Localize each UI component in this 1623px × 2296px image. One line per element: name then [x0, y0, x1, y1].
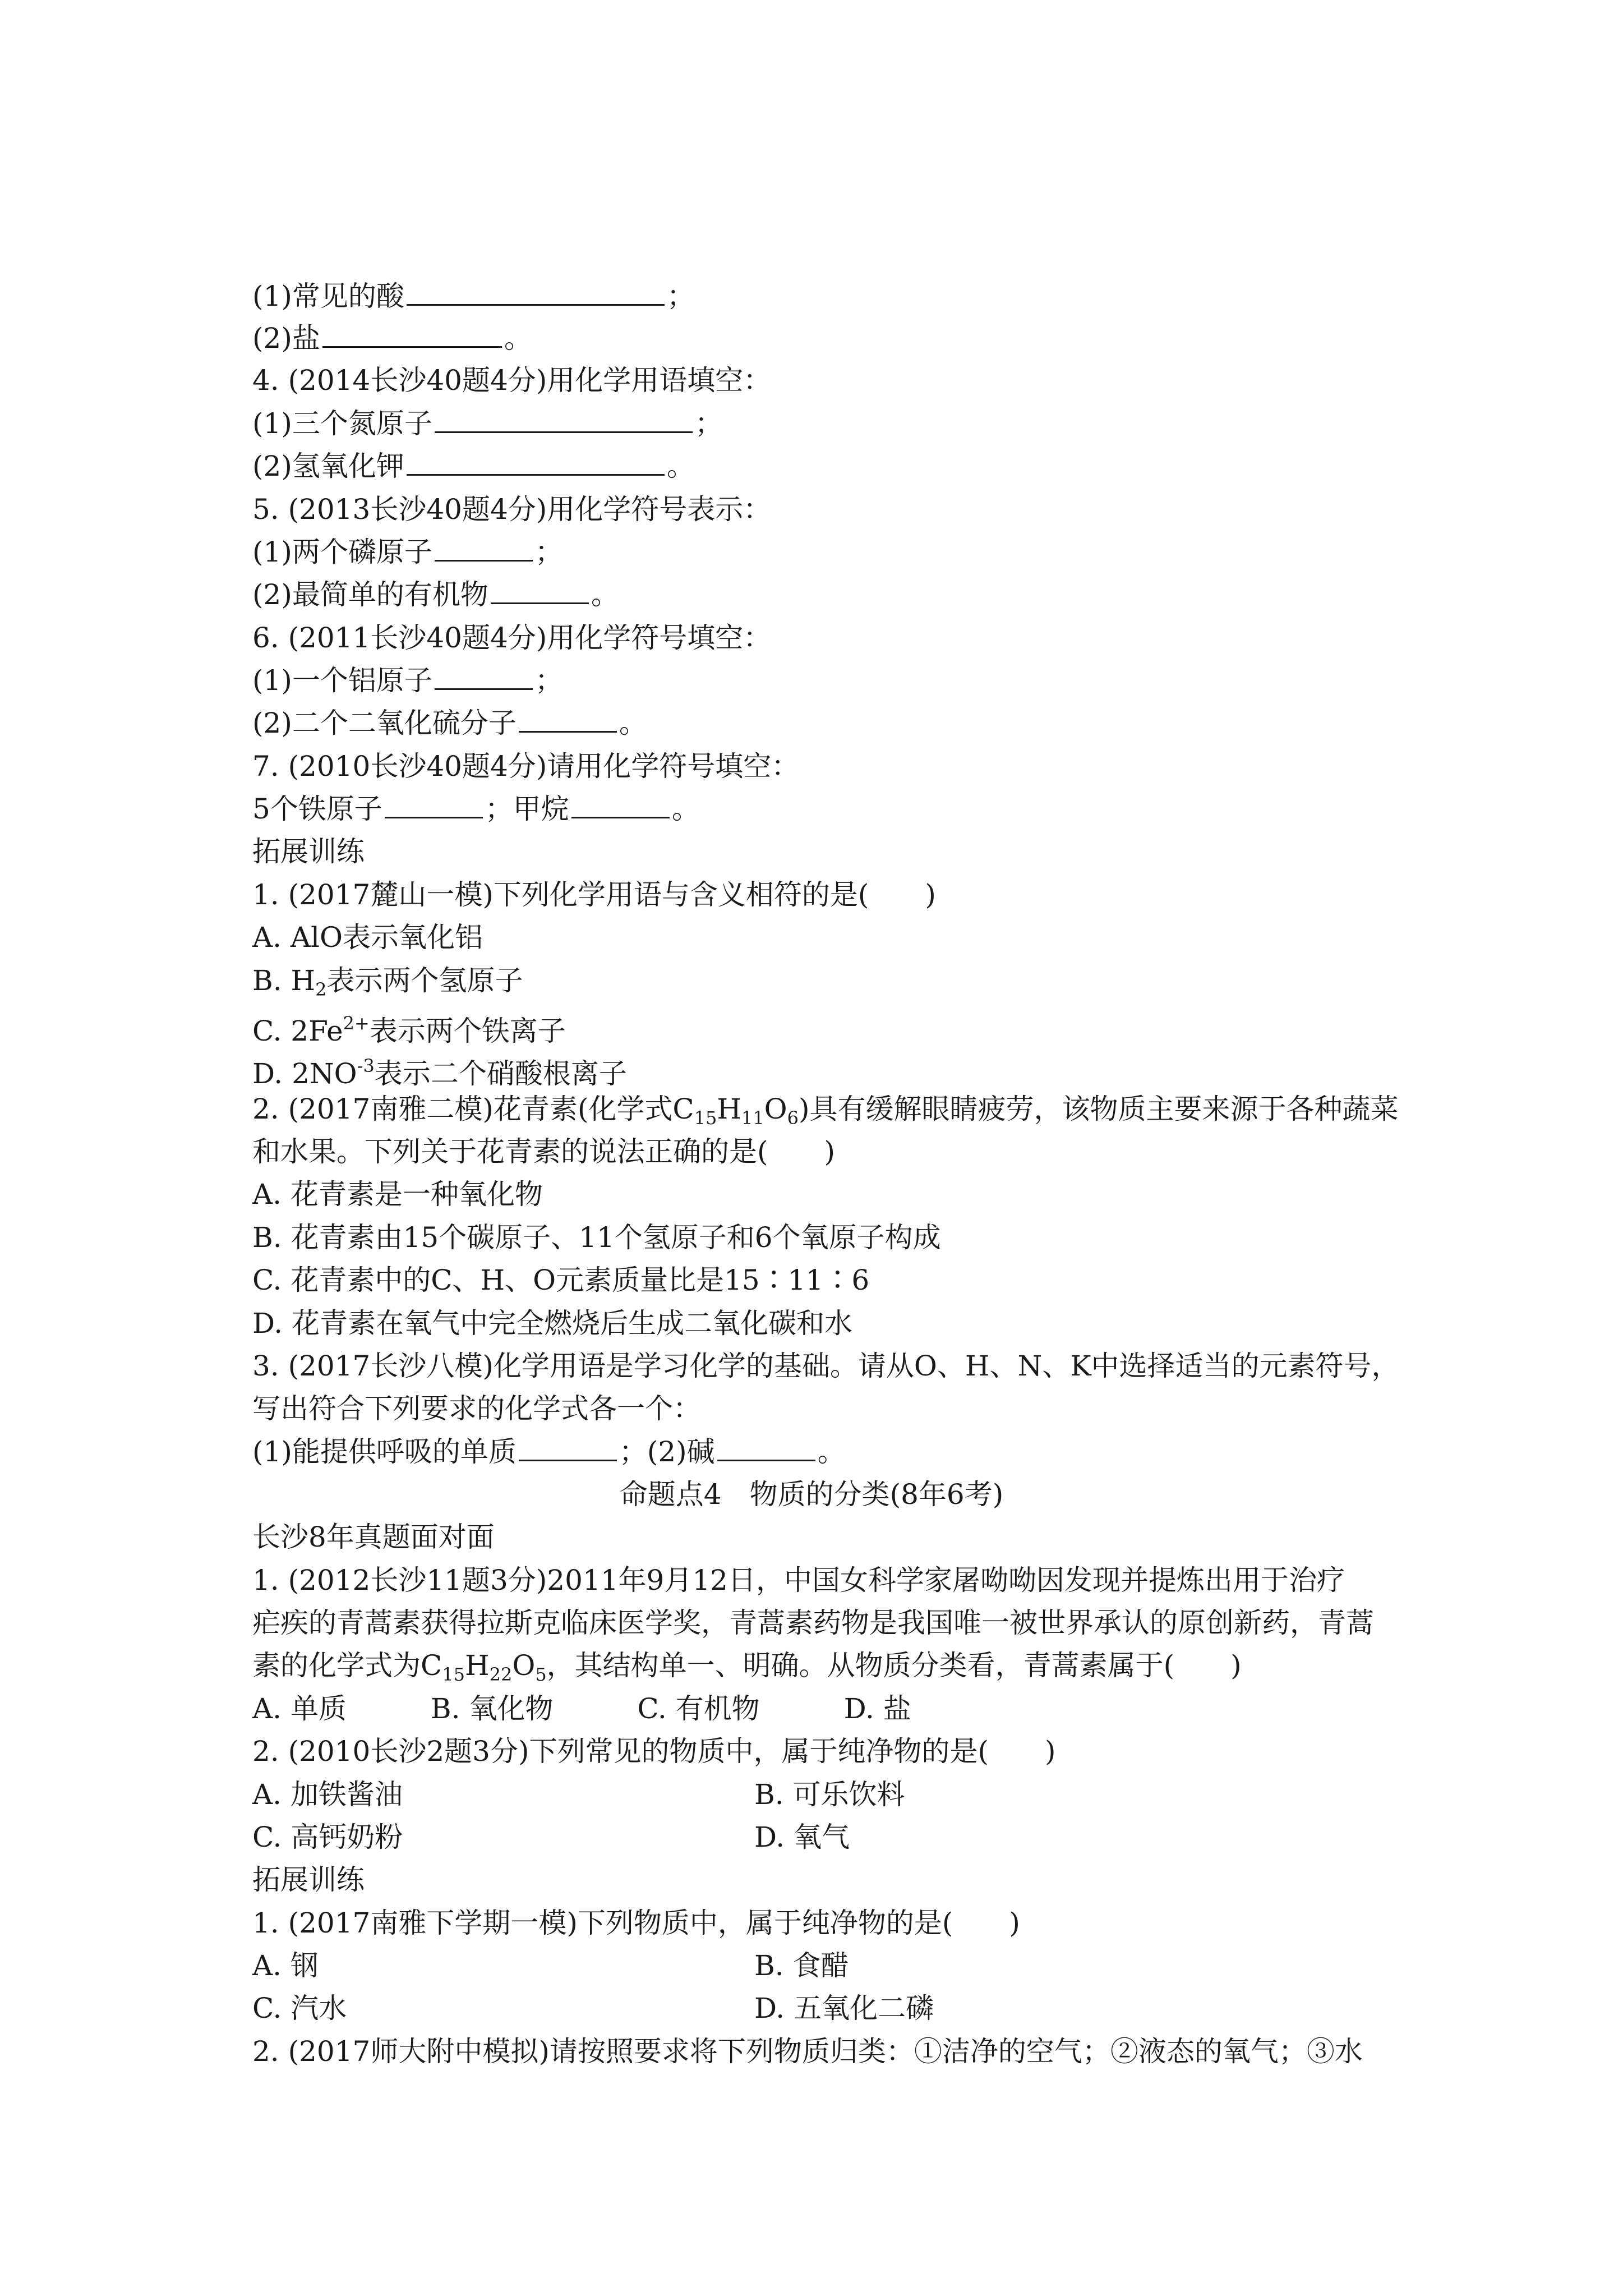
- answer-blank[interactable]: [435, 534, 533, 562]
- answer-blank[interactable]: [571, 791, 670, 818]
- line-text: O: [512, 1649, 536, 1682]
- line-text: B. H: [252, 964, 316, 997]
- line-text: (1)常见的酸: [252, 280, 404, 312]
- real-q2-option-c: C. 高钙奶粉: [252, 1821, 403, 1853]
- subscript: 5: [535, 1664, 547, 1685]
- line-text: (1)能提供呼吸的单质: [252, 1435, 517, 1468]
- line-text: (2)盐: [252, 322, 320, 355]
- subscript: 15: [442, 1664, 465, 1685]
- ext-q2-option-d: D. 花青素在氧气中完全燃烧后生成二氧化碳和水: [252, 1307, 853, 1340]
- line-text: ；: [694, 407, 723, 440]
- real-q1-options: A. 单质 B. 氧化物 C. 有机物 D. 盐: [252, 1692, 911, 1725]
- line-text: ；(2)碱: [619, 1435, 715, 1468]
- ext-q1-option-c: [252, 1002, 566, 1045]
- line-text: 。: [619, 707, 647, 739]
- ext2-q1-option-d: D. 五氧化二磷: [754, 1992, 934, 2024]
- line-text: (1)三个氮原子: [252, 407, 432, 440]
- line-text: ，其结构单一、明确。从物质分类看，青蒿素属于( ): [546, 1649, 1242, 1682]
- q4-sub1: [252, 402, 723, 445]
- line-text: (1)两个磷原子: [252, 536, 432, 568]
- q4-sub2: [252, 445, 695, 487]
- line-text: H: [464, 1649, 490, 1682]
- subscript: 2: [315, 979, 327, 1000]
- ext-q3-blanks: [252, 1430, 846, 1473]
- line-text: ；甲烷: [485, 793, 569, 825]
- ext2-q1-option-a: A. 钢: [252, 1949, 319, 1982]
- real-q1-stem-cont: 疟疾的青蒿素获得拉斯克临床医学奖，青蒿素药物是我国唯一被世界承认的原创新药，青蒿: [252, 1607, 1374, 1639]
- q6-stem: 6. (2011长沙40题4分)用化学符号填空：: [252, 622, 772, 654]
- ext-q2-stem-cont: 和水果。下列关于花青素的说法正确的是( ): [252, 1135, 836, 1168]
- section-heading: 拓展训练: [252, 1864, 365, 1896]
- q6-sub2: [252, 702, 647, 744]
- line-text: 素的化学式为C: [252, 1649, 442, 1682]
- ext2-q2-stem: 2. (2017师大附中模拟)请按照要求将下列物质归类：①洁净的空气；②液态的氧气；③水: [252, 2035, 1363, 2068]
- q4-stem: 4. (2014长沙40题4分)用化学用语填空：: [252, 364, 772, 397]
- answer-blank[interactable]: [491, 577, 589, 604]
- answer-blank[interactable]: [717, 1434, 815, 1461]
- line-text: 。: [666, 450, 695, 482]
- ext-q1-option-d: [252, 1045, 627, 1090]
- line-text: 表示两个铁离子: [369, 1015, 566, 1047]
- line-text: O: [764, 1093, 787, 1125]
- q5-stem: 5. (2013长沙40题4分)用化学符号表示：: [252, 493, 772, 526]
- line-text: (2)二个二氧化硫分子: [252, 707, 517, 739]
- ext2-q1-option-b: B. 食醋: [754, 1949, 849, 1982]
- ext-q3-stem: 3. (2017长沙八模)化学用语是学习化学的基础。请从O、H、N、K中选择适当的元素符号，: [252, 1350, 1400, 1382]
- real-q2-option-b: B. 可乐饮料: [754, 1778, 905, 1811]
- section-heading: 拓展训练: [252, 835, 365, 868]
- subscript: 22: [489, 1664, 513, 1685]
- line-text: 5个铁原子: [252, 793, 382, 825]
- real-q1-stem-cont2: [252, 1644, 1242, 1687]
- line-text: )具有缓解眼睛疲劳，该物质主要来源于各种蔬菜: [799, 1093, 1399, 1125]
- answer-blank[interactable]: [519, 705, 617, 733]
- line-text: (2)最简单的有机物: [252, 578, 488, 611]
- real-q2-option-d: D. 氧气: [754, 1821, 850, 1853]
- line-text: ；: [534, 536, 563, 568]
- q5-sub1: [252, 531, 563, 573]
- q6-sub1: [252, 659, 563, 702]
- line-text: C. 2Fe: [252, 1015, 343, 1047]
- superscript: 2+: [343, 1013, 370, 1034]
- real-q2-stem: 2. (2010长沙2题3分)下列常见的物质中，属于纯净物的是( ): [252, 1735, 1056, 1768]
- line-text: ；: [534, 664, 563, 697]
- subscript: 15: [694, 1107, 717, 1129]
- q5-sub2: [252, 573, 619, 616]
- line-text: 表示二个硝酸根离子: [374, 1057, 627, 1090]
- q3-sub2: [252, 317, 532, 360]
- q3-sub1: [252, 275, 695, 318]
- answer-blank[interactable]: [435, 662, 533, 690]
- superscript: -3: [357, 1055, 375, 1076]
- ext-q3-stem-cont: 写出符合下列要求的化学式各一个：: [252, 1392, 701, 1425]
- line-text: 表示两个氢原子: [326, 964, 523, 997]
- line-text: 。: [591, 578, 619, 611]
- ext-q1-option-a: A. AlO表示氧化铝: [252, 921, 483, 954]
- answer-blank[interactable]: [322, 320, 502, 348]
- line-text: 。: [671, 793, 700, 825]
- line-text: H: [717, 1093, 741, 1125]
- ext-q2-option-a: A. 花青素是一种氧化物: [252, 1178, 543, 1211]
- answer-blank[interactable]: [407, 278, 665, 306]
- ext-q2-option-c: C. 花青素中的C、H、O元素质量比是15∶11∶6: [252, 1264, 870, 1296]
- answer-blank[interactable]: [385, 791, 483, 818]
- line-text: ；: [666, 280, 695, 312]
- q7-stem: 7. (2010长沙40题4分)请用化学符号填空：: [252, 750, 800, 783]
- line-text: 。: [504, 322, 532, 355]
- subscript: 11: [741, 1107, 764, 1129]
- ext2-q1-option-c: C. 汽水: [252, 1992, 347, 2024]
- section-heading: 长沙8年真题面对面: [252, 1521, 495, 1553]
- ext-q1-option-b: [252, 959, 523, 1002]
- answer-blank[interactable]: [519, 1434, 617, 1461]
- answer-blank[interactable]: [407, 448, 665, 476]
- ext-q1-stem: 1. (2017麓山一模)下列化学用语与含义相符的是( ): [252, 878, 936, 911]
- real-q1-stem: 1. (2012长沙11题3分)2011年9月12日，中国女科学家屠呦呦因发现并提炼出用于治疗: [252, 1564, 1345, 1596]
- line-text: D. 2NO: [252, 1057, 357, 1090]
- line-text: (2)氢氧化钾: [252, 450, 404, 482]
- line-text: 2. (2017南雅二模)花青素(化学式C: [252, 1093, 694, 1125]
- ext-q2-option-b: B. 花青素由15个碳原子、11个氢原子和6个氧原子构成: [252, 1221, 941, 1254]
- line-text: (1)一个铝原子: [252, 664, 432, 697]
- ext2-q1-stem: 1. (2017南雅下学期一模)下列物质中，属于纯净物的是( ): [252, 1907, 1020, 1939]
- subscript: 6: [787, 1107, 799, 1129]
- real-q2-option-a: A. 加铁酱油: [252, 1778, 403, 1811]
- answer-blank[interactable]: [435, 406, 693, 433]
- ext-q2-stem: [252, 1088, 1399, 1130]
- q7-blanks: [252, 788, 700, 830]
- section-title: 命题点4 物质的分类(8年6考): [619, 1478, 1004, 1511]
- line-text: 。: [817, 1435, 846, 1468]
